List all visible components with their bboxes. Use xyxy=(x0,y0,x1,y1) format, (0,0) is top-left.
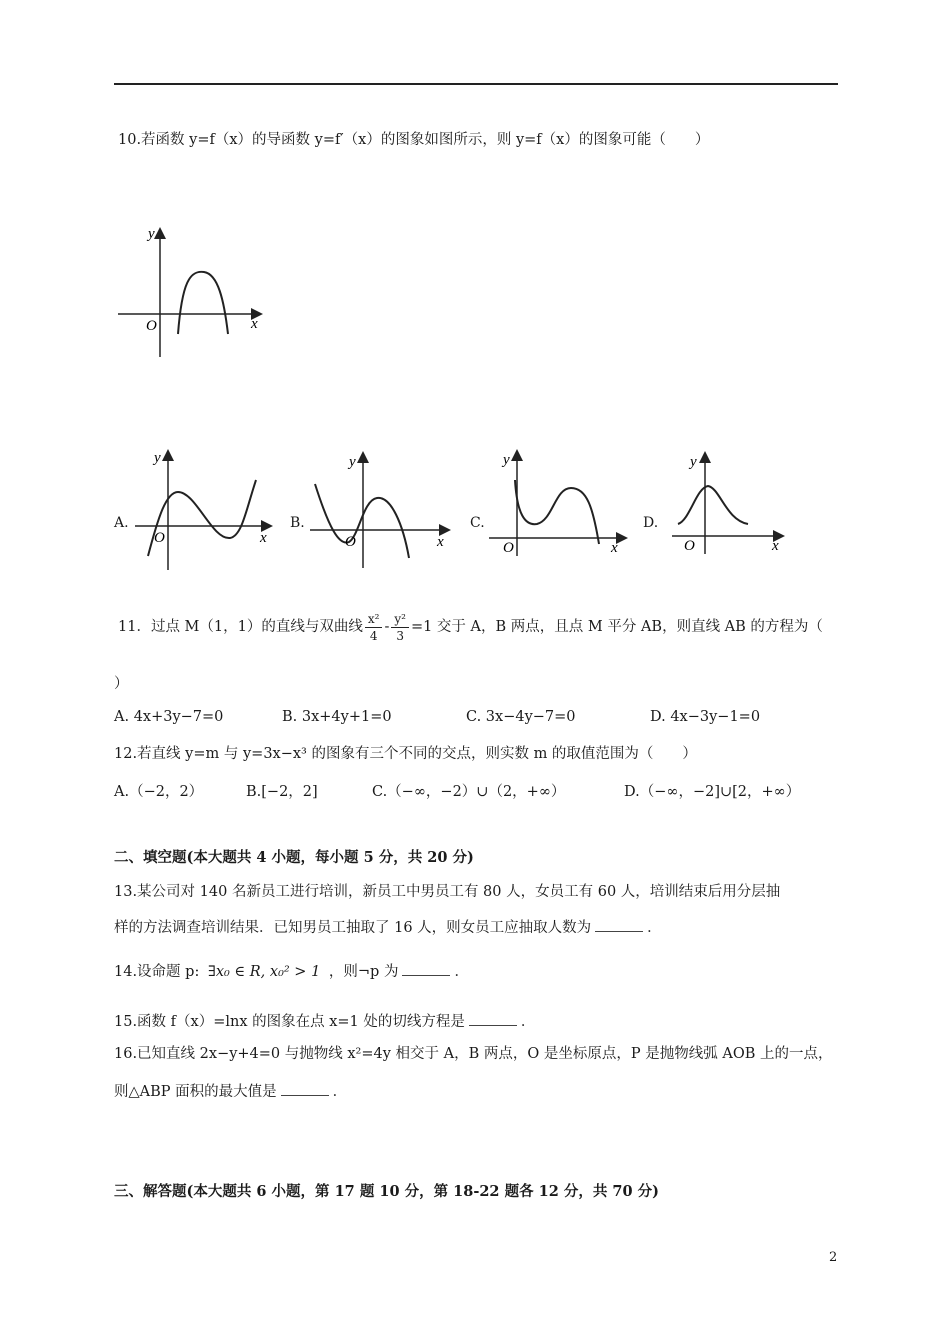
section3-heading: 三、解答题(本大题共 6 小题，第 17 题 10 分，第 18-22 题各 12 分，共 70 分) xyxy=(114,1183,659,1200)
q10-graph-x-label: x xyxy=(251,316,258,332)
q14-formula: ∃x₀ ∈ R, x₀² > 1 xyxy=(207,964,321,980)
section2-heading: 二、填空题(本大题共 4 小题，每小题 5 分，共 20 分) xyxy=(114,849,474,866)
svg-text:x: x xyxy=(437,534,444,550)
q10-option-d-label[interactable]: D. xyxy=(643,515,659,531)
q11-fraction-x: $\frac{\text{x²}}{4}$ xyxy=(365,613,383,642)
q12-option-d[interactable]: D.（−∞，−2]∪[2，+∞） xyxy=(624,784,801,800)
q16-line2: 则△ABP 面积的最大值是 ． xyxy=(114,1084,348,1100)
q11-option-c[interactable]: C. 3x−4y−7=0 xyxy=(466,709,576,725)
svg-text:y: y xyxy=(349,454,356,470)
svg-text:O: O xyxy=(684,538,695,554)
svg-text:O: O xyxy=(154,530,165,546)
q10-option-a-label[interactable]: A. xyxy=(114,515,129,531)
q13-answer-blank[interactable] xyxy=(595,919,643,932)
q11-option-d[interactable]: D. 4x−3y−1=0 xyxy=(650,709,761,725)
q13-line2: 样的方法调查培训结果．已知男员工抽取了 16 人，则女员工应抽取人数为 ． xyxy=(114,920,662,936)
q14-answer-blank[interactable] xyxy=(402,963,450,976)
svg-text:y: y xyxy=(503,452,510,468)
svg-text:y: y xyxy=(690,454,697,470)
svg-text:x: x xyxy=(772,538,779,554)
q10-graph-origin-label: O xyxy=(146,318,157,334)
q10-derivative-graph xyxy=(110,222,275,362)
q11-option-b[interactable]: B. 3x+4y+1=0 xyxy=(282,709,392,725)
q12-option-a[interactable]: A.（−2，2） xyxy=(114,784,204,800)
page-number: 2 xyxy=(829,1250,838,1265)
q10-option-c-label[interactable]: C. xyxy=(470,515,485,531)
q16-answer-blank[interactable] xyxy=(281,1083,329,1096)
q12-text: 12.若直线 y=m 与 y=3x−x³ 的图象有三个不同的交点，则实数 m 的取值范围为（ ） xyxy=(114,746,697,762)
q10-option-b-label[interactable]: B. xyxy=(290,515,305,531)
svg-text:O: O xyxy=(503,540,514,556)
header-rule xyxy=(114,83,838,85)
q16-line1: 16.已知直线 2x−y+4=0 与抛物线 x²=4y 相交于 A，B 两点，O 是坐标原点，P 是抛物线弧 AOB 上的一点， xyxy=(114,1046,833,1062)
q10-option-b-graph[interactable] xyxy=(305,450,455,570)
svg-text:x: x xyxy=(611,540,618,556)
q15-answer-blank[interactable] xyxy=(469,1013,517,1026)
q14-line: 14.设命题 p: ∃x₀ ∈ R, x₀² > 1 ，则¬p 为 ． xyxy=(114,964,469,980)
q12-option-c[interactable]: C.（−∞，−2）∪（2，+∞） xyxy=(372,784,566,800)
q12-option-b[interactable]: B.[−2，2] xyxy=(246,784,318,800)
q11-fraction-y: $\frac{\text{y²}}{3}$ xyxy=(391,613,409,642)
q13-line1: 13.某公司对 140 名新员工进行培训，新员工中男员工有 80 人，女员工有 60 人，培训结束后用分层抽 xyxy=(114,884,781,900)
q11-stem: 11．过点 M（1，1）的直线与双曲线 $\frac{\text{x²}}{4}$ - $\frac{\text{y²}}{3}$ =1 交于 A，B 两点，且点 M 平分 AB，则直线 AB 的方程为（ xyxy=(118,611,823,643)
q10-text: 10.若函数 y=f（x）的导函数 y=f′（x）的图象如图所示，则 y=f（x）的图象可能（ ） xyxy=(118,132,710,148)
svg-text:y: y xyxy=(154,450,161,466)
q10-graph-y-label: y xyxy=(148,226,155,242)
svg-text:O: O xyxy=(345,534,356,550)
q15-line: 15.函数 f（x）=lnx 的图象在点 x=1 处的切线方程是 ． xyxy=(114,1014,536,1030)
q11-option-a[interactable]: A. 4x+3y−7=0 xyxy=(114,709,224,725)
svg-text:x: x xyxy=(260,530,267,546)
q10-option-a-graph[interactable] xyxy=(130,448,280,573)
q10-option-d-graph[interactable] xyxy=(670,450,790,555)
q11-close-paren: ） xyxy=(114,676,129,692)
q10-option-c-graph[interactable] xyxy=(487,448,637,558)
